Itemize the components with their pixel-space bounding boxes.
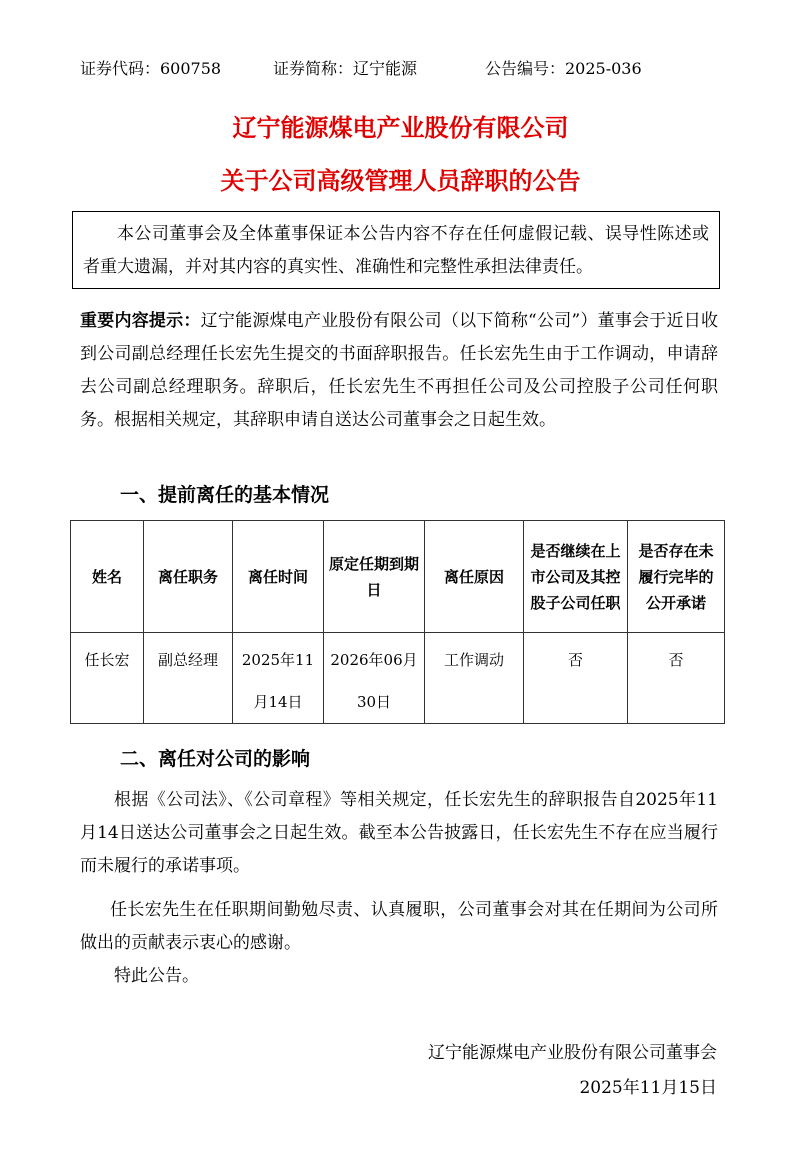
cell-commitment: 否 [628, 633, 725, 724]
table-header-row [71, 521, 725, 633]
resignation-table [70, 520, 725, 724]
announcement-title: 关于公司高级管理人员辞职的公告 [220, 167, 581, 195]
th-date: 离任时间 [233, 521, 324, 633]
cell-date: 2025年11月14日 [233, 633, 324, 724]
signature-date: 2025年11月15日 [579, 1078, 717, 1098]
announcement-number: 公告编号：2025-036 [485, 59, 642, 78]
summary-paragraph [80, 305, 718, 437]
security-abbreviation: 证券简称：辽宁能源 [273, 59, 418, 78]
section-heading-2: 二、离任对公司的影响 [120, 748, 311, 770]
th-position: 离任职务 [144, 521, 233, 633]
cell-position: 副总经理 [144, 633, 233, 724]
table-row [71, 633, 725, 724]
closing-phrase: 特此公告。 [114, 966, 199, 986]
th-name: 姓名 [71, 521, 144, 633]
body-paragraph-1: 根据《公司法》、《公司章程》等相关规定，任长宏先生的辞职报告自2025年11月14日送达公司董事会之日起生效。截至本公告披露日，任长宏先生不存在应当履行而未履行的承诺事项。 [80, 790, 718, 876]
th-continue: 是否继续在上市公司及其控股子公司任职 [524, 521, 628, 633]
security-code: 证券代码：600758 [80, 59, 222, 78]
disclaimer-box: 本公司董事会及全体董事保证本公告内容不存在任何虚假记载、误导性陈述或者重大遗漏，并对其内容的真实性、准确性和完整性承担法律责任。 [72, 211, 720, 289]
body-paragraph-2: 任长宏先生在任职期间勤勉尽责、认真履职，公司董事会对其在任期间为公司所做出的贡献表示衷心的感谢。 [80, 900, 718, 953]
summary-label: 重要内容提示： [80, 311, 201, 331]
signature-company: 辽宁能源煤电产业股份有限公司董事会 [428, 1043, 717, 1063]
company-title: 辽宁能源煤电产业股份有限公司 [232, 114, 569, 142]
summary-text: 辽宁能源煤电产业股份有限公司（以下简称“公司”）董事会于近日收到公司副总经理任长宏先生提交的书面辞职报告。任长宏先生由于工作调动，申请辞去公司副总经理职务。辞职后，任长宏先生不再担任公司及公司控股子公司任何职务。根据相关规定，其辞职申请自送达公司董事会之日起生效。 [80, 311, 719, 430]
cell-reason: 工作调动 [425, 633, 524, 724]
cell-name: 任长宏 [71, 633, 144, 724]
th-reason: 离任原因 [425, 521, 524, 633]
cell-term-end: 2026年06月30日 [324, 633, 425, 724]
th-term-end: 原定任期到期日 [324, 521, 425, 633]
cell-continue: 否 [524, 633, 628, 724]
section-heading-1: 一、提前离任的基本情况 [120, 484, 330, 506]
th-commitment: 是否存在未履行完毕的公开承诺 [628, 521, 725, 633]
